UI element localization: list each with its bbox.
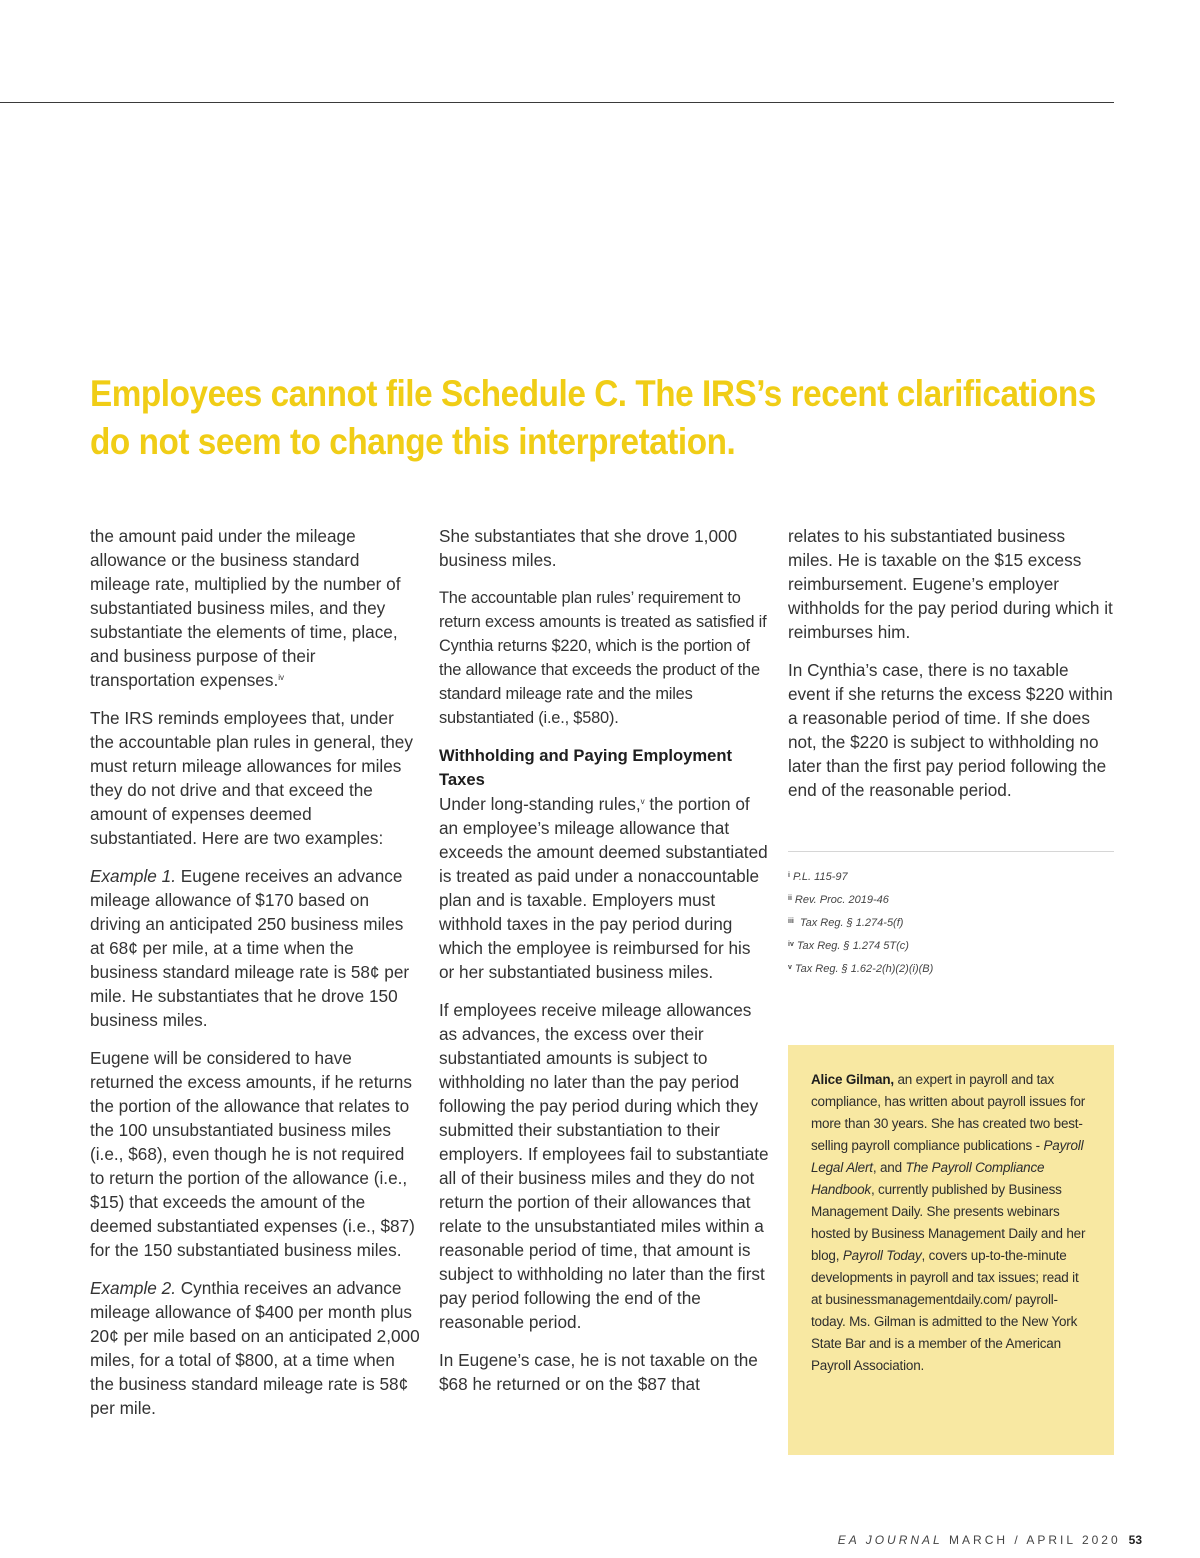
example-text: Eugene receives an advance mileage allowance of $170 based on driving an anticipated 250 business miles at 68¢ per mile, at a time when the business standard mileage rate is 58¢ per mile. He substantiates that he drove 150 business miles.: [90, 866, 410, 1030]
author-bio-box: [788, 1045, 1114, 1455]
example-text: Cynthia receives an advance mileage allowance of $400 per month plus 20¢ per mile based on an anticipated 2,000 miles, for a total of $800, at a time when the business standard mileage rate is 58¢ per mile.: [90, 1278, 420, 1418]
example-label: Example 2.: [90, 1278, 176, 1298]
footnote-ref: iv: [278, 673, 285, 682]
paragraph: In Cynthia’s case, there is no taxable event if she returns the excess $220 within a reasonable period of time. If she does not, the $220 is subject to withholding no later than the first pay period following the end of the reasonable period.: [788, 660, 1113, 800]
footnote-text: Rev. Proc. 2019-46: [794, 894, 889, 906]
footnotes: [788, 866, 1114, 981]
footnote-divider: [788, 851, 1114, 852]
publication-title: The Payroll Compliance Handbook: [811, 1160, 1045, 1198]
top-rule: [0, 102, 1114, 103]
footnote-mark: iii: [788, 918, 794, 925]
footnote-mark: v: [788, 964, 792, 971]
bio-text: , covers up-to-the-minute developments in payroll and tax issues; read it at businessmanagementdaily.com/ payroll-today. Ms. Gilman is admitted to the New York State Bar and is a member of the American Payroll Association.: [811, 1248, 1079, 1374]
paragraph-text: the portion of an employee’s mileage allowance that exceeds the amount deemed substantiated is treated as paid under a nonaccountable plan and is taxable. Employers must withhold taxes in the pay period during which the employee is reimbursed for his or her substantiated business miles.: [439, 794, 768, 982]
footnote: [788, 866, 1114, 889]
publication-title: Payroll Today: [842, 1248, 922, 1264]
page-number: 53: [1128, 1533, 1142, 1547]
paragraph-text: Under long-standing rules,: [439, 794, 641, 814]
footnote: [788, 935, 1114, 958]
author-bio: [811, 1069, 1091, 1377]
paragraph: If employees receive mileage allowances as advances, the excess over their substantiated amounts is subject to withholding no later than the pay period following the pay period during which they submitted their substantiation to their employers. If employees fail to substantiate all of their business miles and they do not return the portion of their allowances that relate to the unsubstantiated miles within a reasonable period of time, that amount is subject to withholding no later than the first pay period following the end of the reasonable period.: [439, 1000, 769, 1332]
footnote-text: Tax Reg. § 1.62-2(h)(2)(i)(B): [794, 963, 934, 975]
issue-date: MARCH / APRIL 2020: [942, 1533, 1121, 1547]
column-2: [439, 524, 769, 1410]
paragraph: [90, 524, 420, 692]
publication-title: Payroll Legal Alert: [811, 1138, 1084, 1176]
paragraph: In Eugene’s case, he is not taxable on the $68 he returned or on the $87 that: [439, 1350, 758, 1394]
example-label: Example 1.: [90, 866, 176, 886]
paragraph: Eugene will be considered to have returned the excess amounts, if he returns the portion of the allowance that relates to the 100 unsubstantiated business miles (i.e., $68), even though he is not required to return the portion of the allowance (i.e., $15) that exceeds the amount of the deemed substantiated expenses (i.e., $87) for the 150 substantiated business miles.: [90, 1048, 415, 1260]
paragraph-text: the amount paid under the mileage allowance or the business standard mileage rate, multiplied by the number of substantiated business miles, and they substantiate the elements of time, place, and business purpose of their transportation expenses.: [90, 526, 401, 690]
footnote-mark: i: [788, 872, 790, 879]
bio-text: , currently published by Business Management Daily. She presents webinars hosted by Business Management Daily and her blog,: [811, 1182, 1086, 1264]
footnote-text: Tax Reg. § 1.274-5(f): [796, 917, 904, 929]
paragraph: The IRS reminds employees that, under the accountable plan rules in general, they must return mileage allowances for miles they do not drive and that exceed the amount of expenses deemed substantiated. Here are two examples:: [90, 708, 413, 848]
column-3: [788, 524, 1114, 816]
footnote-ref: v: [640, 797, 645, 806]
paragraph: [439, 792, 769, 984]
example-1: [90, 864, 420, 1032]
bio-text: , and: [872, 1160, 906, 1176]
footnote: [788, 958, 1114, 981]
paragraph: She substantiates that she drove 1,000 business miles.: [439, 526, 738, 570]
footnote-text: P.L. 115-97: [792, 871, 848, 883]
author-name: Alice Gilman,: [811, 1072, 894, 1088]
example-2: [90, 1276, 420, 1420]
section-heading: Withholding and Paying Employment Taxes: [439, 746, 733, 789]
footnote-text: Tax Reg. § 1.274 5T(c): [796, 940, 909, 952]
paragraph: The accountable plan rules’ requirement to return excess amounts is treated as satisfied if Cynthia returns $220, which is the portion of the allowance that exceeds the product of the standard mileage rate and the miles substantiated (i.e., $580).: [439, 589, 767, 727]
footnote-mark: iv: [788, 941, 794, 948]
pull-quote: Employees cannot file Schedule C. The IRS’s recent clarifications do not seem to change this interpretation.: [90, 373, 1096, 462]
footnote: [788, 889, 1114, 912]
footnote: [788, 912, 1114, 935]
column-1: [90, 524, 420, 1434]
publication-name: EA JOURNAL: [837, 1533, 943, 1547]
paragraph: relates to his substantiated business miles. He is taxable on the $15 excess reimbursement. Eugene’s employer withholds for the pay period during which it reimburses him.: [788, 526, 1113, 642]
footnote-mark: ii: [788, 895, 792, 902]
bio-text: an expert in payroll and tax compliance, has written about payroll issues for more than 30 years. She has created two best-selling payroll compliance publications -: [811, 1072, 1086, 1154]
page-footer: [838, 1531, 1142, 1549]
